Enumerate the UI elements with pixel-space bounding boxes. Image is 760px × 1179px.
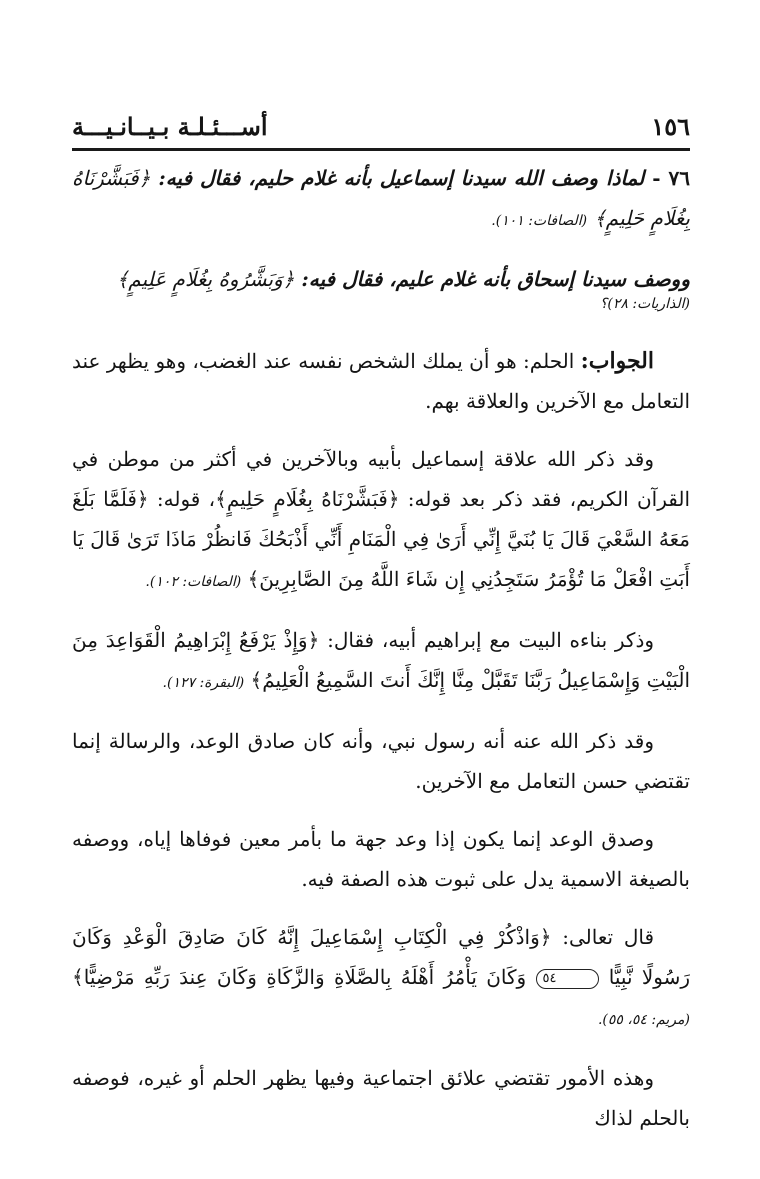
answer-paragraph-5: وصدق الوعد إنما يكون إذا وعد جهة ما بأمر معين فوفاها إياه، ووصفه بالصيغة الاسمية يدل على ثبوت هذه الصفة فيه. bbox=[72, 827, 690, 891]
verse-reference-3: (الصافات: ١٠٢). bbox=[145, 574, 242, 590]
quran-verse-3: ﴿فَبَشَّرْنَاهُ بِغُلَامٍ حَلِيمٍ﴾ bbox=[215, 487, 400, 511]
verse-reference-5: (مريم: ٥٤، ٥٥). bbox=[597, 1012, 690, 1028]
quran-verse: ﴿فَبَشَّرْنَاهُ بِغُلَامٍ حَلِيمٍ﴾ bbox=[72, 166, 690, 230]
question-text: لماذا وصف الله سيدنا إسماعيل بأنه غلام حليم، فقال فيه: bbox=[158, 166, 645, 190]
question-paragraph-2 bbox=[72, 259, 690, 299]
verse-reference-4: (البقرة: ١٢٧). bbox=[162, 675, 245, 691]
verse-reference: (الصافات: ١٠١). bbox=[491, 213, 588, 229]
answer-paragraph-2 bbox=[72, 439, 690, 602]
question-number: ٧٦ - bbox=[652, 166, 690, 190]
quran-verse-6b: وَكَانَ يَأْمُرُ أَهْلَهُ بِالصَّلَاةِ وَالزَّكَاةِ وَكَانَ عِندَ رَبِّهِ مَرْضِيًّا﴾ bbox=[72, 965, 527, 989]
question-text-2: ووصف سيدنا إسحاق بأنه غلام عليم، فقال فيه: bbox=[301, 267, 690, 291]
question-paragraph bbox=[72, 158, 690, 241]
answer-paragraph-7: وهذه الأمور تقتضي علائق اجتماعية وفيها يظهر الحلم أو غيره، فوصفه بالحلم لذاك bbox=[72, 1066, 690, 1130]
verse-number-marker: ٥٤ bbox=[536, 969, 600, 989]
answer-text-2b: ، قوله: bbox=[156, 487, 216, 511]
answer-label: الجواب: bbox=[580, 348, 654, 374]
quran-verse-2: ﴿وَبَشَّرُوهُ بِغُلَامٍ عَلِيمٍ﴾ bbox=[116, 267, 295, 291]
answer-text-3a: وذكر بناءه البيت مع إبراهيم أبيه، فقال: bbox=[327, 628, 655, 652]
quran-verse-6a: ﴿وَاذْكُرْ فِي الْكِتَابِ إِسْمَاعِيلَ إِنَّهُ كَانَ صَادِقَ الْوَعْدِ وَكَانَ رَسُولًا نَّبِيًّا bbox=[72, 925, 690, 989]
answer-paragraph-3 bbox=[72, 620, 690, 703]
answer-text-1: الحلم: هو أن يملك الشخص نفسه عند الغضب، وهو يظهر عند التعامل مع الآخرين والعلاقة بهم. bbox=[72, 349, 690, 413]
running-title: أســـئـلـة بـيــانـيـــة bbox=[72, 112, 268, 141]
answer-paragraph-6 bbox=[72, 917, 690, 1040]
verse-reference-2: (الذاريات: ٢٨)؟ bbox=[599, 296, 690, 312]
page-content bbox=[72, 158, 690, 1156]
answer-text-2a: وقد ذكر الله علاقة إسماعيل بأبيه وبالآخرين في أكثر من موطن في القرآن الكريم، فقد ذكر بعد قوله: bbox=[72, 447, 691, 511]
answer-paragraph-4: وقد ذكر الله عنه أنه رسول نبي، وأنه كان صادق الوعد، والرسالة إنما تقتضي حسن التعامل مع الآخرين. bbox=[72, 729, 690, 793]
quran-verse-4: ﴿فَلَمَّا بَلَغَ مَعَهُ السَّعْيَ قَالَ يَا بُنَيَّ إِنِّي أَرَىٰ فِي الْمَنَامِ أَنِّي أَذْبَحُكَ فَانظُرْ مَاذَا تَرَىٰ قَالَ يَا أَبَتِ افْعَلْ مَا تُؤْمَرُ سَتَجِدُنِي إِن شَاءَ اللَّهُ مِنَ الصَّابِرِينَ﴾ bbox=[72, 487, 690, 591]
page-header bbox=[72, 110, 690, 150]
page-number: ١٥٦ bbox=[651, 112, 690, 141]
header-divider bbox=[72, 148, 690, 151]
answer-text-6a: قال تعالى: bbox=[562, 925, 655, 949]
quran-verse-5: ﴿وَإِذْ يَرْفَعُ إِبْرَاهِيمُ الْقَوَاعِدَ مِنَ الْبَيْتِ وَإِسْمَاعِيلُ رَبَّنَا تَقَبَّلْ مِنَّا إِنَّكَ أَنتَ السَّمِيعُ الْعَلِيمُ﴾ bbox=[72, 628, 690, 692]
answer-paragraph-1 bbox=[72, 341, 690, 421]
